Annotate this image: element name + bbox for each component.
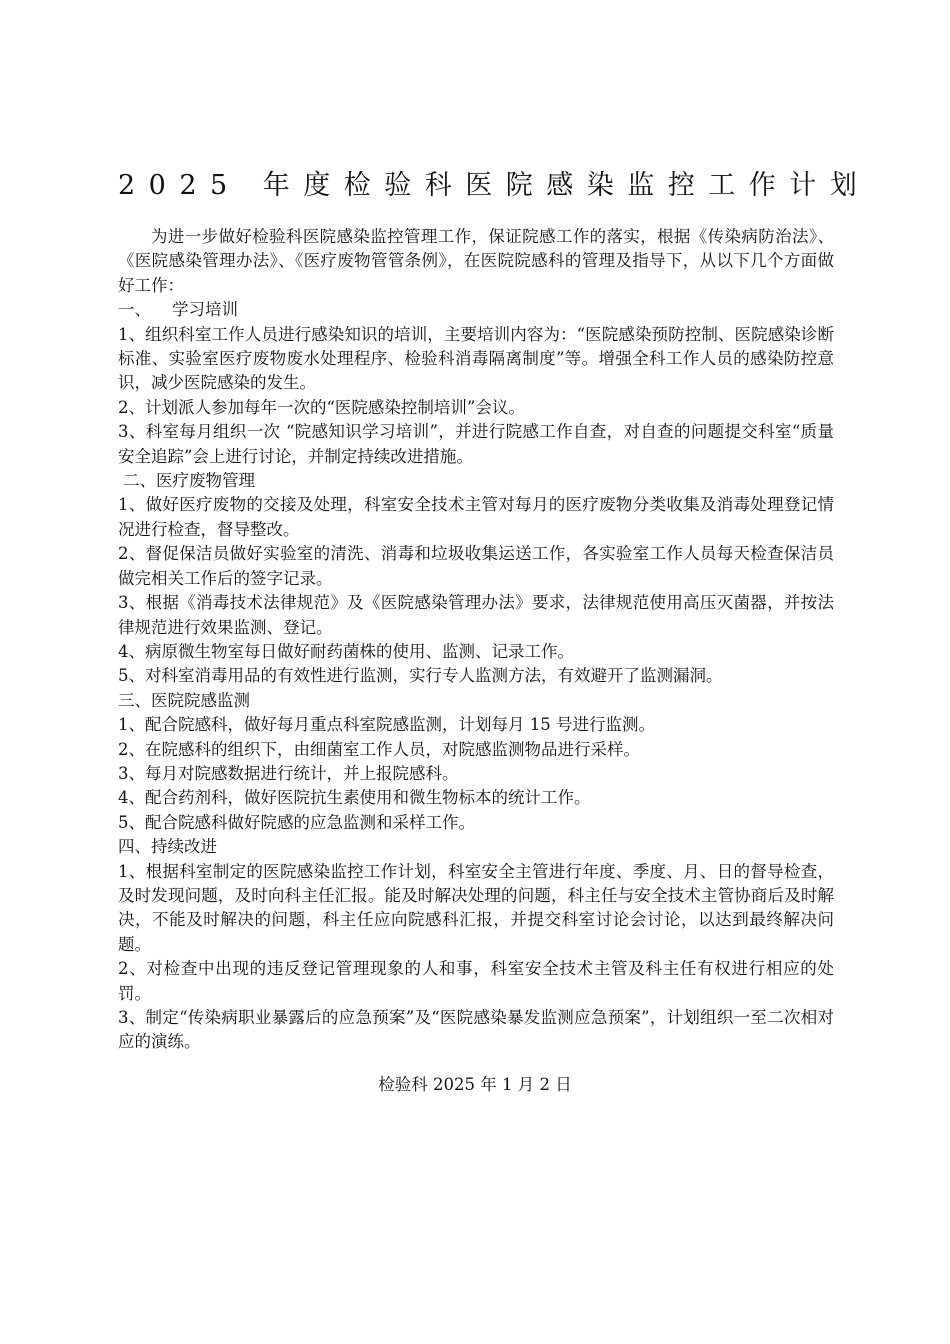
list-item: 2、督促保洁员做好实验室的清洗、消毒和垃圾收集运送工作，各实验室工作人员每天检查保洁员做完相关工作后的签字记录。 bbox=[118, 544, 834, 588]
list-item: 2、在院感科的组织下，由细菌室工作人员，对院感监测物品进行采样。 bbox=[118, 739, 640, 759]
section-heading: 一、 学习培训 bbox=[118, 300, 238, 320]
list-item: 1、组织科室工作人员进行感染知识的培训，主要培训内容为：“医院感染预防控制、医院感染诊断标准、实验室医疗废物废水处理程序、检验科消毒隔离制度”等。增强全科工作人员的感染防控意识，减少医院感染的发生。 bbox=[118, 324, 834, 393]
list-item: 2、计划派人参加每年一次的“医院感染控制培训”会议。 bbox=[118, 397, 525, 417]
section-heading: 二、医疗废物管理 bbox=[123, 471, 255, 491]
section-heading: 四、持续改进 bbox=[118, 837, 217, 857]
section-continuous-improvement bbox=[118, 835, 834, 1055]
list-item: 3、根据《消毒技术法律规范》及《医院感染管理办法》要求，法律规范使用高压灭菌器，并按法律规范进行效果监测、登记。 bbox=[118, 593, 834, 637]
list-item: 1、配合院感科，做好每月重点科室院感监测，计划每月 15 号进行监测。 bbox=[118, 715, 655, 735]
intro-paragraph: 为进一步做好检验科医院感染监控管理工作，保证院感工作的落实，根据《传染病防治法》、《医院感染管理办法》、《医疗废物管管条例》，在医院院感科的管理及指导下，从以下几个方面做好工作： bbox=[118, 227, 834, 295]
document-title: 2025 年度检验科医院感染监控工作计划 bbox=[118, 170, 871, 201]
section-training bbox=[118, 298, 834, 469]
signature-line: 检验科 2025 年 1 月 2 日 bbox=[378, 1075, 572, 1094]
list-item: 1、根据科室制定的医院感染监控工作计划，科室安全主管进行年度、季度、月、日的督导检查，及时发现问题，及时向科主任汇报。能及时解决处理的问题，科主任与安全技术主管协商后及时解决，不能及时解决的问题，科主任应向院感科汇报，并提交科室讨论会讨论，以达到最终解决问题。 bbox=[118, 861, 834, 954]
list-item: 4、配合药剂科，做好医院抗生素使用和微生物标本的统计工作。 bbox=[118, 788, 591, 808]
section-infection-monitoring bbox=[118, 689, 834, 835]
section-medical-waste bbox=[118, 469, 834, 689]
list-item: 2、对检查中出现的违反登记管理现象的人和事，科室安全技术主管及科主任有权进行相应的处罚。 bbox=[118, 959, 834, 1003]
list-item: 3、制定“传染病职业暴露后的应急预案”及“医院感染暴发监测应急预案”，计划组织一至二次相对应的演练。 bbox=[118, 1008, 834, 1052]
document-body bbox=[118, 225, 834, 1055]
list-item: 3、科室每月组织一次 “院感知识学习培训”，并进行院感工作自查，对自查的问题提交科室“质量安全追踪”会上进行讨论，并制定持续改进措施。 bbox=[118, 422, 834, 466]
list-item: 3、每月对院感数据进行统计，并上报院感科。 bbox=[118, 763, 459, 783]
list-item: 4、病原微生物室每日做好耐药菌株的使用、监测、记录工作。 bbox=[118, 641, 574, 661]
section-heading: 三、医院院感监测 bbox=[118, 690, 250, 710]
list-item: 5、对科室消毒用品的有效性进行监测，实行专人监测方法，有效避开了监测漏洞。 bbox=[118, 666, 723, 686]
list-item: 5、配合院感科做好院感的应急监测和采样工作。 bbox=[118, 812, 475, 832]
list-item: 1、做好医疗废物的交接及处理，科室安全技术主管对每月的医疗废物分类收集及消毒处理登记情况进行检查，督导整改。 bbox=[118, 495, 834, 539]
